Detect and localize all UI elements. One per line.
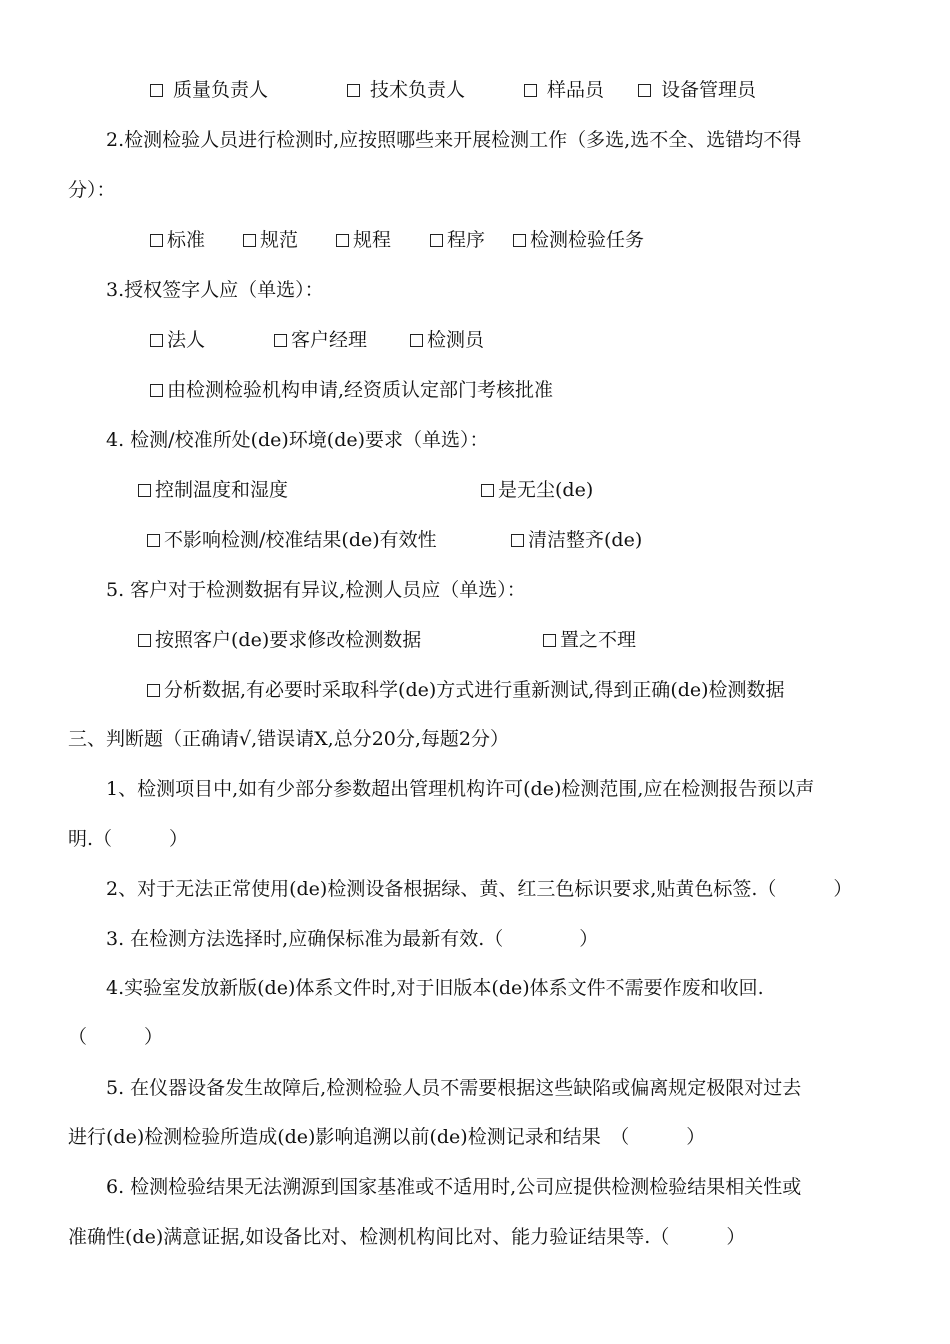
section-3-title: 三、判断题（正确请√,错误请X,总分20分,每题2分）: [68, 728, 510, 750]
checkbox[interactable]: [138, 484, 151, 497]
option-standard[interactable]: 标准: [150, 227, 205, 253]
tf-item-4: 4.实验室发放新版(de)体系文件时,对于旧版本(de)体系文件不需要作废和收回.: [106, 977, 764, 999]
option-dust-free[interactable]: 是无尘(de): [481, 477, 593, 503]
checkbox[interactable]: [243, 234, 256, 247]
option-legal-person[interactable]: 法人: [150, 327, 205, 353]
checkbox[interactable]: [511, 534, 524, 547]
checkbox[interactable]: [638, 84, 651, 97]
tf-item-1: 1、检测项目中,如有少部分参数超出管理机构许可(de)检测范围,应在检测报告预以声: [106, 778, 815, 800]
option-no-effect-on-validity[interactable]: 不影响检测/校准结果(de)有效性: [147, 527, 437, 553]
checkbox[interactable]: [150, 384, 163, 397]
option-equipment-manager[interactable]: 设备管理员: [638, 77, 756, 103]
checkbox[interactable]: [513, 234, 526, 247]
option-approved-by-authority[interactable]: 由检测检验机构申请,经资质认定部门考核批准: [150, 377, 553, 403]
question-2-text: 2.检测检验人员进行检测时,应按照哪些来开展检测工作（多选,选不全、选错均不得: [106, 129, 802, 151]
tf-item-3: 3. 在检测方法选择时,应确保标准为最新有效.（ ）: [106, 928, 599, 950]
tf-item-6: 6. 检测检验结果无法溯源到国家基准或不适用时,公司应提供检测检验结果相关性或: [106, 1176, 802, 1198]
checkbox[interactable]: [150, 334, 163, 347]
option-ignore[interactable]: 置之不理: [543, 627, 636, 653]
checkbox[interactable]: [347, 84, 360, 97]
option-control-temp-humidity[interactable]: 控制温度和湿度: [138, 477, 288, 503]
checkbox[interactable]: [150, 84, 163, 97]
checkbox[interactable]: [147, 684, 160, 697]
option-inspector[interactable]: 检测员: [410, 327, 484, 353]
checkbox[interactable]: [481, 484, 494, 497]
checkbox[interactable]: [147, 534, 160, 547]
tf-item-2: 2、对于无法正常使用(de)检测设备根据绿、黄、红三色标识要求,贴黄色标签.（ ）: [106, 878, 853, 900]
checkbox[interactable]: [543, 634, 556, 647]
option-specification[interactable]: 规范: [243, 227, 298, 253]
option-modify-per-customer[interactable]: 按照客户(de)要求修改检测数据: [138, 627, 421, 653]
option-technical-manager[interactable]: 技术负责人: [347, 77, 465, 103]
checkbox[interactable]: [336, 234, 349, 247]
question-4-text: 4. 检测/校准所处(de)环境(de)要求（单选）：: [106, 429, 489, 451]
checkbox[interactable]: [138, 634, 151, 647]
checkbox[interactable]: [524, 84, 537, 97]
question-5-text: 5. 客户对于检测数据有异议,检测人员应（单选）：: [106, 579, 526, 601]
tf-item-5: 5. 在仪器设备发生故障后,检测检验人员不需要根据这些缺陷或偏离规定极限对过去: [106, 1077, 802, 1099]
option-regulation[interactable]: 规程: [336, 227, 391, 253]
question-2-text-cont: 分）：: [68, 179, 116, 201]
checkbox[interactable]: [430, 234, 443, 247]
tf-item-4-cont: （ ）: [68, 1026, 164, 1048]
option-inspection-task[interactable]: 检测检验任务: [513, 227, 644, 253]
question-3-text: 3.授权签字人应（单选）：: [106, 279, 324, 301]
checkbox[interactable]: [410, 334, 423, 347]
tf-item-6-cont: 准确性(de)满意证据,如设备比对、检测机构间比对、能力验证结果等.（ ）: [68, 1226, 746, 1248]
option-analyze-and-retest[interactable]: 分析数据,有必要时采取科学(de)方式进行重新测试,得到正确(de)检测数据: [147, 677, 785, 703]
option-quality-manager[interactable]: 质量负责人: [150, 77, 268, 103]
option-clean-tidy[interactable]: 清洁整齐(de): [511, 527, 642, 553]
option-account-manager[interactable]: 客户经理: [274, 327, 367, 353]
option-sample-clerk[interactable]: 样品员: [524, 77, 604, 103]
tf-item-1-cont: 明.（ ）: [68, 828, 189, 850]
checkbox[interactable]: [150, 234, 163, 247]
tf-item-5-cont: 进行(de)检测检验所造成(de)影响追溯以前(de)检测记录和结果 （ ）: [68, 1126, 706, 1148]
option-procedure[interactable]: 程序: [430, 227, 485, 253]
checkbox[interactable]: [274, 334, 287, 347]
